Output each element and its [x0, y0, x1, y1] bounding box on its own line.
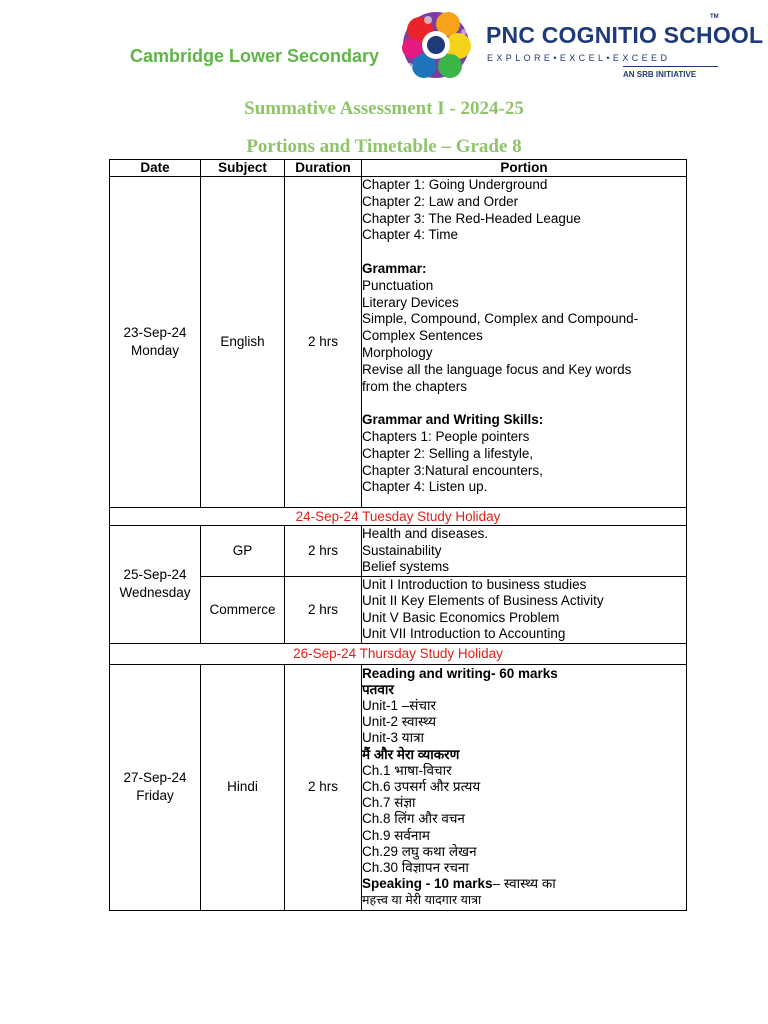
- table-row-holiday: [110, 643, 687, 664]
- portion-cell: [362, 664, 687, 910]
- portion-line: Health and diseases.: [362, 526, 489, 541]
- table-row-english: [110, 177, 687, 508]
- initiative-divider: [623, 66, 718, 67]
- portion-line: Revise all the language focus and Key words: [362, 361, 632, 377]
- portion-cell: [362, 177, 687, 508]
- holiday-note: 24-Sep-24 Tuesday Study Holiday: [110, 508, 687, 526]
- header-portion: Portion: [362, 160, 687, 177]
- duration-cell: 2 hrs: [285, 576, 362, 643]
- subject-cell: English: [201, 177, 285, 508]
- exam-day: Wednesday: [119, 585, 191, 601]
- speaking-line: [362, 876, 686, 892]
- portion-line: Unit-1 –संचार: [362, 697, 436, 713]
- portion-line: Literary Devices: [362, 294, 459, 310]
- portion-heading: Reading and writing- 60 marks: [362, 665, 558, 681]
- spacer: [362, 395, 686, 412]
- portion-line: Sustainability: [362, 542, 442, 558]
- portion-line: Ch.29 लघु कथा लेखन: [362, 843, 477, 859]
- holiday-note: 26-Sep-24 Thursday Study Holiday: [110, 643, 687, 664]
- portion-line: Ch.8 लिंग और वचन: [362, 811, 465, 827]
- portion-line: Chapter 3: The Red-Headed League: [362, 210, 581, 226]
- subject-cell: Commerce: [201, 576, 285, 643]
- page-title: Summative Assessment I - 2024-25: [244, 98, 524, 119]
- portion-line: Chapter 4: Time: [362, 227, 459, 243]
- portion-heading: पतवार: [362, 681, 394, 697]
- portion-cell: [362, 526, 687, 577]
- school-logo: [398, 8, 764, 83]
- duration-cell: 2 hrs: [285, 526, 362, 577]
- exam-day: Friday: [136, 788, 174, 804]
- table-header-row: [110, 160, 687, 177]
- header-subject: Subject: [201, 160, 285, 177]
- date-cell: [110, 177, 201, 508]
- portion-cell: [362, 576, 687, 643]
- table-row-holiday: [110, 508, 687, 526]
- school-tagline: EXPLORE•EXCEL•EXCEED: [487, 53, 671, 63]
- portion-line: Unit I Introduction to business studies: [362, 576, 587, 592]
- portion-line: Ch.9 सर्वनाम: [362, 827, 430, 843]
- exam-date: 25-Sep-24: [123, 567, 187, 583]
- portion-line: Morphology: [362, 344, 433, 360]
- date-cell: [110, 526, 201, 644]
- table-row-gp: [110, 526, 687, 577]
- portion-line: Chapter 2: Selling a lifestyle,: [362, 445, 534, 461]
- portion-line: Chapter 3:Natural encounters,: [362, 462, 543, 478]
- timetable: [109, 159, 687, 911]
- portion-heading: Grammar and Writing Skills:: [362, 412, 544, 428]
- speaking-text: – स्वास्थ्य का: [492, 876, 556, 892]
- trademark-mark: TM: [710, 14, 719, 20]
- school-name: PNC COGNITIO SCHOOL: [486, 22, 764, 48]
- initiative-text: AN SRB INITIATIVE: [623, 70, 697, 79]
- portion-line: Unit-2 स्वास्थ्य: [362, 714, 437, 730]
- header-date: Date: [110, 160, 201, 177]
- duration-cell: 2 hrs: [285, 177, 362, 508]
- portion-line: Ch.30 विज्ञापन रचना: [362, 859, 469, 875]
- portion-line: Punctuation: [362, 277, 434, 293]
- portion-line: Ch.1 भाषा-विचार: [362, 762, 452, 778]
- portion-line: Unit VII Introduction to Accounting: [362, 626, 566, 641]
- subject-cell: GP: [201, 526, 285, 577]
- portion-line: Chapter 2: Law and Order: [362, 193, 519, 209]
- portion-line: Chapter 1: Going Underground: [362, 177, 548, 192]
- portion-line: from the chapters: [362, 378, 468, 394]
- portion-line: Chapters 1: People pointers: [362, 428, 530, 444]
- portion-heading: मैं और मेरा व्याकरण: [362, 746, 460, 762]
- school-logo-icon: [398, 8, 480, 83]
- header-duration: Duration: [285, 160, 362, 177]
- date-cell: [110, 664, 201, 910]
- exam-date: 27-Sep-24: [123, 770, 187, 786]
- duration-cell: 2 hrs: [285, 664, 362, 910]
- page-subtitle: Portions and Timetable – Grade 8: [246, 136, 522, 157]
- exam-date: 23-Sep-24: [123, 325, 187, 340]
- portion-line: Unit II Key Elements of Business Activity: [362, 593, 604, 608]
- spacer: [362, 244, 686, 261]
- portion-line: Ch.6 उपसर्ग और प्रत्यय: [362, 778, 481, 794]
- portion-line: Ch.7 संज्ञा: [362, 795, 416, 811]
- portion-heading: Grammar:: [362, 260, 427, 276]
- portion-line: Unit-3 यात्रा: [362, 730, 425, 746]
- subject-cell: Hindi: [201, 664, 285, 910]
- portion-line: Simple, Compound, Complex and Compound-: [362, 311, 639, 327]
- portion-line: Complex Sentences: [362, 328, 483, 344]
- portion-line: Chapter 4: Listen up.: [362, 479, 488, 495]
- speaking-line-2: महत्त्व या मेरी यादगार यात्रा: [362, 893, 482, 908]
- portion-line: Unit V Basic Economics Problem: [362, 609, 560, 625]
- portion-line: Belief systems: [362, 559, 450, 574]
- speaking-heading: Speaking - 10 marks: [362, 876, 493, 892]
- program-name: Cambridge Lower Secondary: [130, 46, 380, 66]
- table-row-hindi: [110, 664, 687, 910]
- exam-day: Monday: [130, 343, 180, 358]
